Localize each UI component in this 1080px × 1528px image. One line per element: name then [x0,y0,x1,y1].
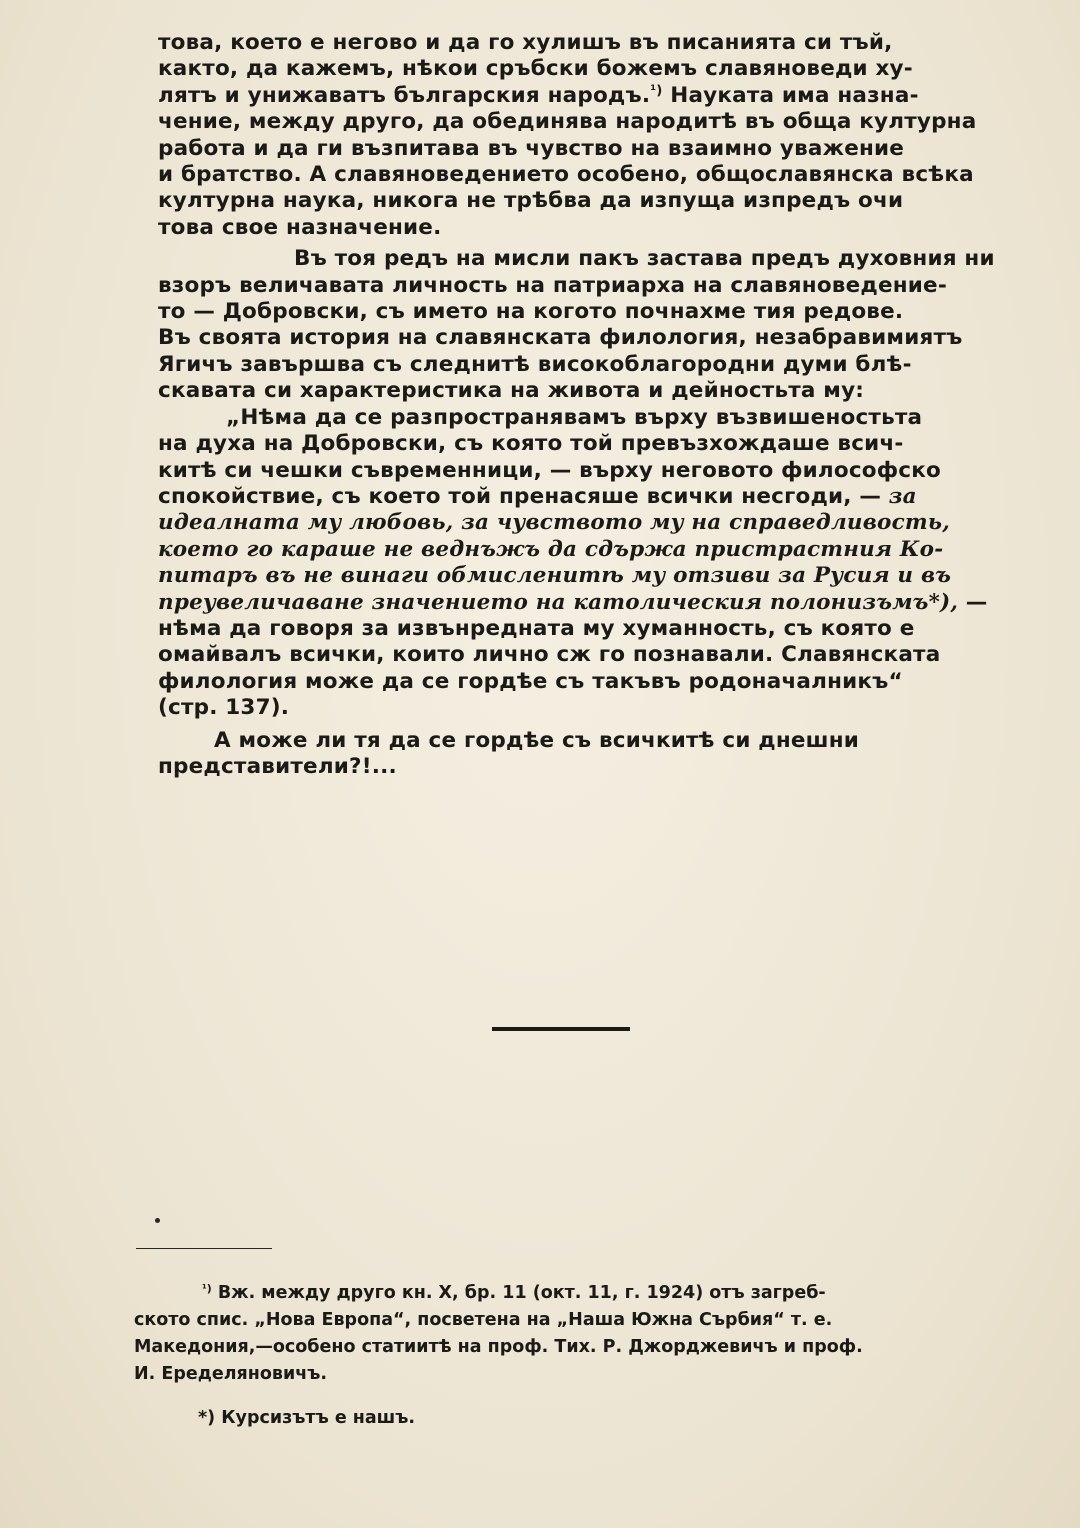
footnotes [134,1280,974,1432]
footnote-line [134,1280,974,1307]
text-line [158,484,1006,510]
italic-segment: за [888,483,917,509]
paragraph-1 [158,30,1006,241]
text-line: (стр. 137). [158,695,290,721]
text-line: нѣма да говоря за извънредната му хуманность, съ която е [158,615,915,641]
italic-line: което го караше не веднъжъ да сдържа пристрастния Ко- [158,536,944,562]
text-line: взоръ величавата личность на патриарха на славяноведение- [158,272,947,298]
text-line [158,83,1006,109]
text-line: работа и да ги възпитава въ чувство на взаимно уважение [158,135,905,161]
quote-paragraph [158,405,1006,722]
italic-line: идеалната му любовь, за чувството му на справедливость, [158,510,950,536]
text-line [158,590,1006,616]
footnote-line: И. Еределяновичъ. [134,1364,328,1384]
text-line: то — Добровски, съ името на когото почнахме тия редове. [158,299,904,325]
text-line: представители?!... [158,753,397,779]
text-line: А може ли тя да се гордѣе съ всичкитѣ си днешни [214,727,860,753]
text-line: Въ своята история на славянската филология, незабравимиятъ [158,325,963,351]
text-line: китѣ си чешки съвременници, — върху неговото философско [158,457,942,483]
footnote-separator [136,1248,272,1249]
text-segment: спокойствие, съ което той пренасяше всички несгоди, — [158,483,889,509]
ink-dot [155,1218,160,1223]
text-line: Ягичъ завършва съ следнитѣ високоблагородни думи блѣ- [158,351,912,377]
text-line: културна наука, никога не трѣбва да изпуща изпредъ очи [158,188,904,214]
text-line: чение, между друго, да обединява народитѣ въ обща културна [158,109,977,135]
text-line: „Нѣма да се разпространявамъ върху възвишеностьта [226,404,923,430]
section-end-rule [492,1027,630,1031]
text-line: скавата си характеристика на живота и дейностьта му: [158,378,865,404]
main-text [158,30,1006,780]
text-line: както, да кажемъ, нѣкои сръбски божемъ славяноведи ху- [158,56,913,82]
text-line: това, което е негово и да го хулишъ въ писанията си тъй, [158,30,893,55]
footnote-1 [134,1280,974,1388]
text-line: филология може да се гордѣе съ такъвъ родоначалникъ“ [158,668,903,694]
footnote-line: ското спис. „Нова Европа“, посветена на „Наша Южна Сърбия“ т. е. [134,1310,833,1330]
paragraph-2 [158,246,1006,404]
footnote-marker: ¹) [202,1282,212,1296]
text-segment: Науката има назна- [662,82,919,108]
footnote-line: Македония,—особено статиитѣ на проф. Тих. Р. Джорджевичъ и проф. [134,1337,863,1357]
italic-segment: преувеличаване значението на католическия полонизъмъ*), [158,589,959,615]
text-segment: лятъ и унижаватъ българския народъ. [158,82,651,108]
text-line: и братство. А славяноведението особено, общославянска всѣка [158,162,974,188]
footnote-ref: ¹) [650,83,663,99]
text-line: това свое назначение. [158,214,442,240]
footnote-2: *) Курсизътъ е нашъ. [198,1408,416,1428]
text-segment: — [958,589,988,615]
text-line: омайвалъ всички, които лично сж го познавали. Славянската [158,642,941,668]
italic-line: питаръ въ не винаги обмисленитѣ му отзиви за Русия и въ [158,563,952,589]
text-line: на духа на Добровски, съ която той превъзхождаше всич- [158,431,904,457]
paragraph-4 [158,728,1006,781]
text-line: Въ тоя редъ на мисли пакъ застава предъ духовния ни [294,246,995,272]
text-segment: Вж. между друго кн. X, бр. 11 (окт. 11, г. 1924) отъ загреб- [217,1283,826,1303]
